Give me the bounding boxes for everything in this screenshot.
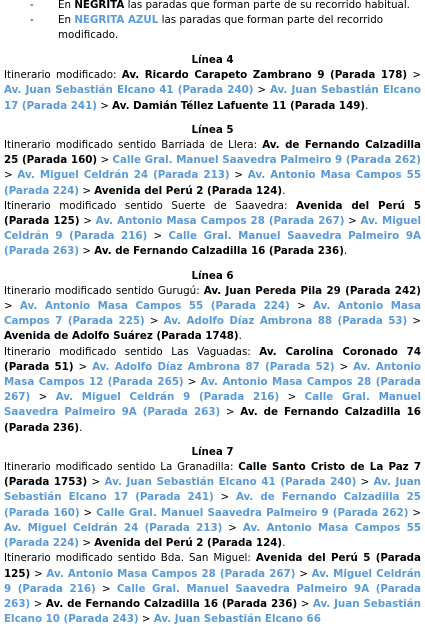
- route-text: >: [96, 99, 113, 112]
- route-text: >: [95, 582, 117, 595]
- route-text: >: [73, 360, 93, 373]
- line-section: [4, 445, 421, 627]
- route-text: .: [238, 330, 242, 343]
- route-text: las paradas que forman parte del recorrido modificado.: [58, 14, 384, 42]
- route-paragraph: [4, 68, 421, 114]
- modified-stop: Av. Antonio Masa Campos 28 (Parada 267): [46, 567, 296, 580]
- route-text: Itinerario modificado sentido Gurugú:: [4, 284, 204, 297]
- legend-list: [4, 0, 421, 44]
- route-text: >: [220, 406, 241, 419]
- line-title: Línea 5: [191, 123, 234, 136]
- legend-item: [30, 13, 421, 43]
- modified-stop: Av. Juan Sebastián Elcano 10 (Parada 243): [4, 597, 421, 626]
- route-text: >: [213, 491, 236, 504]
- route-text: .: [282, 537, 286, 550]
- route-text: >: [222, 521, 243, 534]
- modified-stop: Calle Gral. Manuel Saavedra Palmeiro 9 (Parada 262): [96, 506, 409, 519]
- route-text: Itinerario modificado:: [4, 69, 122, 82]
- modified-stop: Av. Antonio Masa Campos 55 (Parada 224): [4, 521, 421, 550]
- route-paragraph: [4, 345, 421, 436]
- modified-stop: Av. Miguel Celdrán 24 (Parada 213): [17, 169, 230, 182]
- regular-stop: Calle Santo Cristo de La Paz 7 (Parada 1753): [4, 461, 421, 489]
- route-text: >: [229, 169, 248, 182]
- route-text: >: [30, 597, 46, 610]
- regular-stop: Av. de Fernando Calzadilla 25 (Parada 160): [4, 139, 421, 167]
- route-text: >: [297, 597, 313, 610]
- route-text: .: [282, 184, 286, 197]
- bullet-dash: -: [30, 14, 34, 27]
- regular-stop: Av. Ricardo Carapeto Zambrano 9 (Parada 178): [121, 69, 408, 82]
- route-text: >: [408, 506, 421, 519]
- route-text: >: [344, 215, 361, 228]
- line-section: [4, 123, 421, 260]
- line-title: Línea 6: [191, 269, 234, 282]
- route-text: >: [30, 391, 56, 404]
- modified-stop: Av. Juan Sebastián Elcano 41 (Parada 240): [104, 476, 357, 489]
- modified-stop: Av. Antonio Masa Campos 28 (Parada 267): [95, 215, 345, 228]
- regular-stop: Av. Damián Téllez Lafuente 11 (Parada 149): [112, 99, 366, 112]
- line-section: [4, 269, 421, 436]
- route-text: >: [79, 184, 95, 197]
- modified-stop: Av. Antonio Masa Campos 7 (Parada 225): [4, 300, 421, 328]
- modified-stop: Av. Juan Sebastián Elcano 41 (Parada 240): [4, 84, 254, 97]
- route-text: Itinerario modificado sentido Bda. San Miguel:: [4, 552, 256, 565]
- modified-stop: Av. Antonio Masa Campos 28 (Parada 267): [4, 376, 421, 404]
- route-text: >: [4, 169, 18, 182]
- route-text: >: [79, 215, 96, 228]
- modified-stop: Av. Antonio Masa Campos 55 (Parada 224): [19, 300, 290, 313]
- route-text: >: [183, 376, 201, 389]
- modified-stop: NEGRITA AZUL: [74, 14, 159, 27]
- regular-stop: Av. de Fernando Calzadilla 16 (Parada 236): [45, 597, 298, 610]
- modified-stop: Av. Juan Sebastián Elcano 66: [153, 613, 321, 626]
- legend: [4, 0, 421, 44]
- route-text: >: [30, 567, 47, 580]
- modified-stop: Av. Miguel Celdrán 24 (Parada 213): [4, 521, 223, 534]
- modified-stop: Av. Antonio Masa Campos 55 (Parada 224): [4, 169, 421, 197]
- route-text: >: [356, 476, 374, 489]
- modified-stop: Calle Gral. Manuel Saavedra Palmeiro 9A (Parada 263): [4, 582, 421, 610]
- regular-stop: Av. de Fernando Calzadilla 16 (Parada 236): [94, 245, 344, 258]
- route-text: >: [138, 613, 154, 626]
- bullet-dash: -: [30, 0, 34, 11]
- modified-stop: Av. de Fernando Calzadilla 25 (Parada 160): [4, 491, 421, 519]
- regular-stop: Avenida del Perú 5 (Parada 125): [4, 552, 421, 580]
- regular-stop: Av. de Fernando Calzadilla 16 (Parada 236): [4, 406, 421, 434]
- route-text: >: [79, 537, 95, 550]
- route-text: las paradas que forman parte de su recorrido habitual.: [124, 0, 410, 11]
- modified-stop: Av. Miguel Celdrán 9 (Parada 216): [4, 215, 421, 243]
- route-text: >: [295, 567, 312, 580]
- route-paragraph: [4, 460, 421, 551]
- route-text: >: [97, 154, 113, 167]
- modified-stop: Calle Gral. Manuel Saavedra Palmeiro 9A (Parada 263): [4, 230, 421, 258]
- regular-stop: Av. Juan Pereda Pila 29 (Parada 242): [203, 284, 421, 297]
- line-title: Línea 7: [191, 445, 234, 458]
- modified-stop: Av. Adolfo Díaz Ambrona 87 (Parada 52): [92, 360, 335, 373]
- route-text: Itinerario modificado sentido Las Vaguadas:: [4, 345, 260, 358]
- route-text: .: [343, 245, 348, 258]
- modified-stop: Av. Miguel Celdrán 9 (Parada 216): [4, 567, 421, 595]
- route-paragraph: [4, 199, 421, 260]
- regular-stop: Av. Carolina Coronado 74 (Parada 51): [4, 345, 421, 373]
- route-text: >: [87, 476, 105, 489]
- route-text: En: [58, 0, 75, 11]
- route-text: >: [289, 300, 313, 313]
- route-text: >: [4, 300, 20, 313]
- modified-stop: Av. Adolfo Díaz Ambrona 88 (Parada 53): [163, 315, 408, 328]
- route-text: >: [79, 506, 97, 519]
- route-text: >: [147, 230, 169, 243]
- legend-item: [30, 0, 421, 13]
- regular-stop: Avenida del Perú 5 (Parada 125): [4, 199, 422, 228]
- route-text: >: [253, 84, 270, 97]
- regular-stop: NEGRITA: [74, 0, 125, 11]
- route-text: En: [58, 14, 75, 27]
- regular-stop: Avenida del Perú 2 (Parada 124): [94, 537, 283, 550]
- modified-stop: Calle Gral. Manuel Saavedra Palmeiro 9 (Parada 262): [112, 154, 421, 167]
- regular-stop: Avenida de Adolfo Suárez (Parada 1748): [4, 330, 239, 343]
- regular-stop: Avenida del Perú 2 (Parada 124): [94, 184, 283, 197]
- route-paragraph: [4, 551, 421, 627]
- route-text: Itinerario modificado sentido Barriada de Llera:: [4, 139, 263, 152]
- route-text: >: [79, 245, 95, 258]
- modified-stop: Av. Antonio Masa Campos 12 (Parada 265): [4, 360, 422, 389]
- route-text: .: [365, 99, 369, 112]
- route-text: Itinerario modificado sentido La Granadilla:: [4, 461, 239, 474]
- route-text: >: [407, 315, 421, 328]
- modified-stop: Av. Juan Sebastián Elcano 17 (Parada 241): [4, 476, 421, 504]
- route-text: >: [407, 69, 422, 82]
- route-text: >: [334, 360, 354, 373]
- route-text: >: [144, 315, 164, 328]
- route-text: .: [79, 421, 83, 434]
- route-paragraph: [4, 284, 421, 345]
- route-paragraph: [4, 138, 421, 199]
- line-section: [4, 53, 421, 114]
- modified-stop: Av. Juan Sebastián Elcano 17 (Parada 241): [4, 84, 421, 112]
- route-text: >: [279, 391, 305, 404]
- route-text: Itinerario modificado sentido Suerte de Saavedra:: [4, 199, 296, 212]
- lines-container: [4, 53, 421, 627]
- modified-stop: Calle Gral. Manuel Saavedra Palmeiro 9A (Parada 263): [4, 391, 421, 419]
- modified-stop: Av. Miguel Celdrán 9 (Parada 216): [55, 391, 280, 404]
- line-title: Línea 4: [191, 54, 234, 66]
